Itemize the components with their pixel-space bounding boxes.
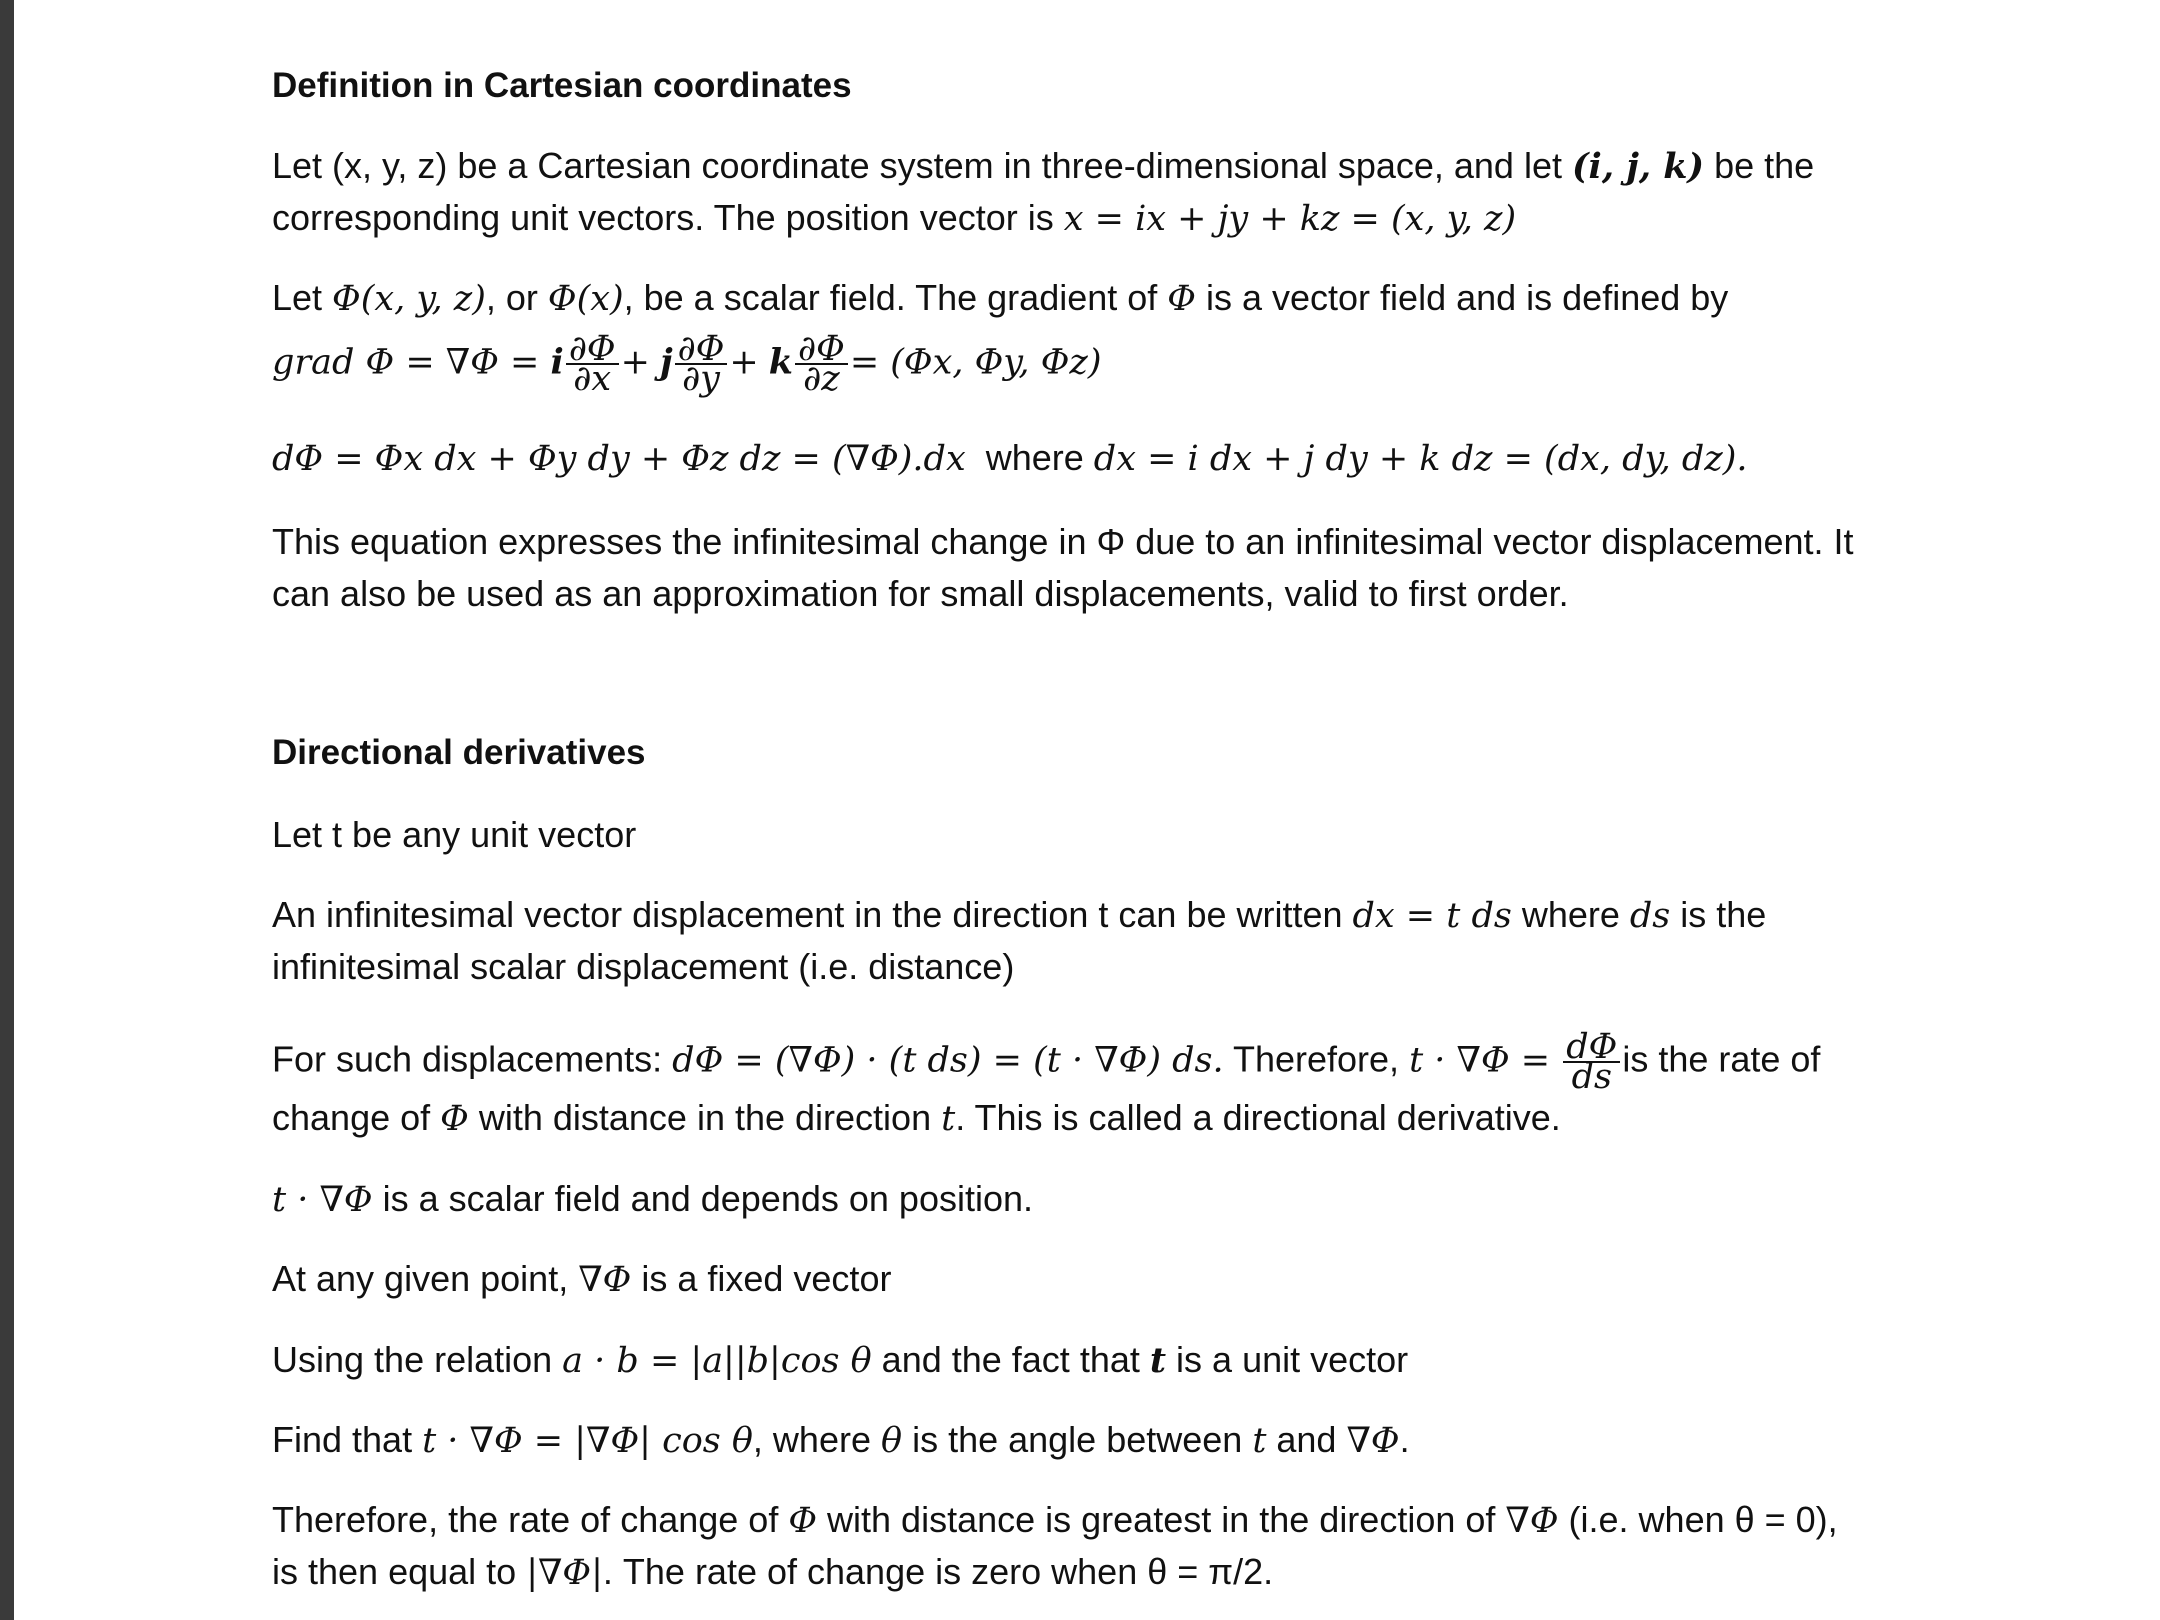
window-edge [0, 0, 14, 1620]
paragraph-dot-product-relation: Using the relation a · b = |a||b|cos θ and the fact that t is a unit vector [272, 1339, 1409, 1381]
heading-cartesian: Definition in Cartesian coordinates [272, 66, 852, 105]
paragraph-find-that: Find that t · ∇Φ = |∇Φ| cos θ, where θ is the angle between t and ∇Φ. [272, 1419, 1410, 1461]
fraction-dphi-ds: $\frac{d\Phi}{ds}$ [1563, 1033, 1620, 1091]
equation-gradient: grad Φ = ∇Φ = i $\frac{\partial\Phi}{\partial x}$ + j $\frac{\partial\Phi}{\partial y}$ + k $\frac{\partial\Phi}{\partial z}$ = (Φx, Φy, Φz) [272, 329, 1102, 399]
paragraph-coords-line1: Let (x, y, z) be a Cartesian coordinate system in three-dimensional space, and let (i, j, k) be the [272, 145, 1815, 187]
paragraph-infinitesimal-line1: This equation expresses the infinitesimal change in Φ due to an infinitesimal vector displacement. It [272, 521, 1854, 562]
fraction-dphi-dx: $\frac{\partial\Phi}{\partial x}$ [566, 335, 619, 393]
paragraph-scalar-position: t · ∇Φ is a scalar field and depends on position. [272, 1178, 1034, 1220]
paragraph-unit-vector: Let t be any unit vector [272, 814, 637, 855]
fraction-dphi-dz: $\frac{\partial\Phi}{\partial z}$ [795, 335, 848, 393]
fraction-dphi-dy: $\frac{\partial\Phi}{\partial y}$ [675, 335, 728, 393]
paragraph-conclusion-line2: is then equal to |∇Φ|. The rate of change is zero when θ = π/2. [272, 1551, 1274, 1593]
paragraph-such-displacements-line1: For such displacements: dΦ = (∇Φ) · (t ds) = (t · ∇Φ) ds. Therefore, t · ∇Φ = $\frac{d\Phi}{ds}$ is the rate of [272, 1027, 1821, 1097]
document-page [14, 0, 2160, 1620]
paragraph-displacement-line1: An infinitesimal vector displacement in the direction t can be written dx = t ds where ds is the [272, 894, 1767, 936]
equation-differential: dΦ = Φx dx + Φy dy + Φz dz = (∇Φ).dx where dx = i dx + j dy + k dz = (dx, dy, dz). [272, 437, 1748, 479]
paragraph-fixed-vector: At any given point, ∇Φ is a fixed vector [272, 1258, 892, 1300]
paragraph-conclusion-line1: Therefore, the rate of change of Φ with distance is greatest in the direction of ∇Φ (i.e. when θ = 0), [272, 1499, 1838, 1541]
paragraph-coords-line2: corresponding unit vectors. The position vector is x = ix + jy + kz = (x, y, z) [272, 197, 1517, 239]
paragraph-infinitesimal-line2: can also be used as an approximation for small displacements, valid to first order. [272, 573, 1569, 614]
heading-directional-derivatives: Directional derivatives [272, 733, 646, 772]
paragraph-displacement-line2: infinitesimal scalar displacement (i.e. distance) [272, 946, 1015, 987]
paragraph-scalar-field: Let Φ(x, y, z), or Φ(x), be a scalar field. The gradient of Φ is a vector field and is defined by [272, 277, 1729, 319]
paragraph-such-displacements-line2: change of Φ with distance in the direction t. This is called a directional derivative. [272, 1097, 1561, 1139]
